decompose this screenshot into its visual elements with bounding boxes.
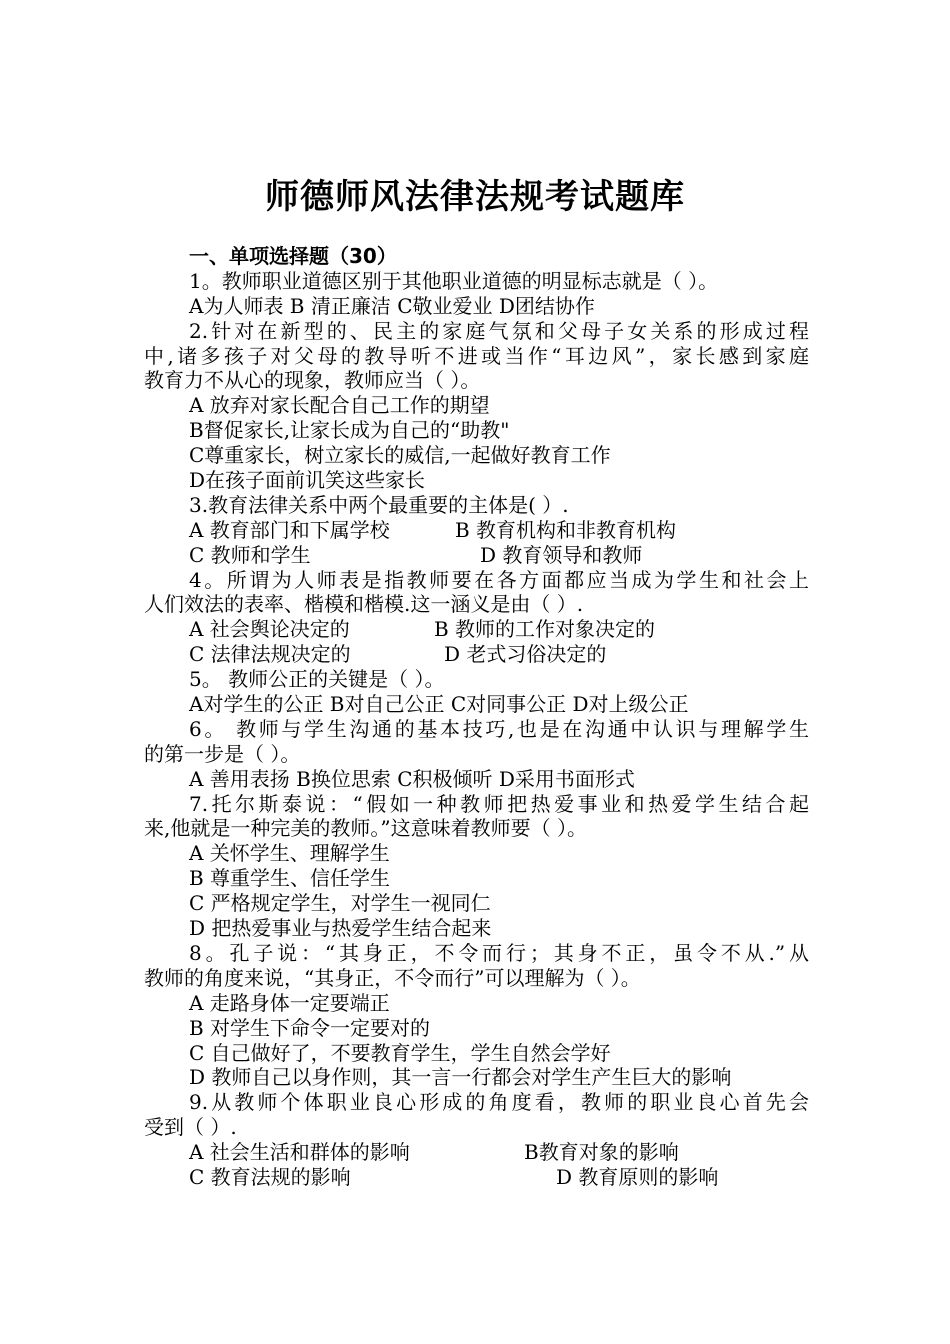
- question-option: C尊重家长，树立家长的威信,一起做好教育工作: [189, 443, 611, 468]
- question-option: D 教育领导和教师: [480, 542, 643, 567]
- question-stem: 8。孔子说：“其身正，不令而行；其身不正，虽令不从.”从: [189, 940, 809, 965]
- question-stem: 教师的角度来说，“其身正，不令而行”可以理解为（ ）。: [144, 965, 641, 990]
- question-stem: 5。 教师公正的关键是（ ）。: [189, 667, 445, 692]
- question-option: D 教师自己以身作则，其一言一行都会对学生产生巨大的影响: [189, 1065, 732, 1090]
- question-stem: 受到（ ）.: [144, 1115, 237, 1140]
- question-option: A 社会舆论决定的: [189, 617, 350, 642]
- question-option: D 教育原则的影响: [556, 1164, 719, 1189]
- question-option-row: [144, 518, 809, 543]
- question-stem: 2.针对在新型的、民主的家庭气氛和父母子女关系的形成过程: [189, 318, 809, 343]
- question-stem: 教育力不从心的现象，教师应当（ ）。: [144, 368, 481, 393]
- question-option: A为人师表 B 清正廉洁 C敬业爱业 D团结协作: [189, 293, 595, 318]
- question-option: D在孩子面前讥笑这些家长: [189, 468, 426, 493]
- question-option: B 尊重学生、信任学生: [189, 866, 391, 891]
- question-option: B 教育机构和非教育机构: [455, 517, 677, 542]
- question-option: A 善用表扬 B换位思索 C积极倾听 D采用书面形式: [189, 766, 635, 791]
- question-option: C 教育法规的影响: [189, 1164, 351, 1189]
- document-title: 师德师风法律法规考试题库: [265, 177, 685, 217]
- question-stem: 9.从教师个体职业良心形成的角度看，教师的职业良心首先会: [189, 1090, 809, 1115]
- question-option: C 严格规定学生，对学生一视同仁: [189, 891, 491, 916]
- question-stem: 3.教育法律关系中两个最重要的主体是( ）.: [189, 492, 569, 517]
- question-option: A 教育部门和下属学校: [189, 517, 390, 542]
- question-stem: 7.托尔斯泰说：“假如一种教师把热爱事业和热爱学生结合起: [189, 791, 809, 816]
- question-stem: 4。所谓为人师表是指教师要在各方面都应当成为学生和社会上: [189, 567, 809, 592]
- question-option: C 教师和学生: [189, 542, 311, 567]
- question-option-row: [144, 1165, 809, 1190]
- question-option: A对学生的公正 B对自己公正 C对同事公正 D对上级公正: [189, 692, 689, 717]
- question-stem: 1。教师职业道德区别于其他职业道德的明显标志就是（ ）。: [189, 268, 719, 293]
- document-body: [144, 244, 809, 1190]
- question-option: C 法律法规决定的: [189, 642, 351, 667]
- question-stem: 6。 教师与学生沟通的基本技巧,也是在沟通中认识与理解学生: [189, 716, 809, 741]
- question-option: B 对学生下命令一定要对的: [189, 1015, 431, 1040]
- question-option: B 教师的工作对象决定的: [434, 617, 656, 642]
- question-stem: 的第一步是（ ）。: [144, 741, 301, 766]
- question-option-row: [144, 617, 809, 642]
- question-option: B督促家长,让家长成为自己的“助教": [189, 418, 510, 443]
- question-stem: 人们效法的表率、楷模和楷模.这一涵义是由（ ）.: [144, 592, 584, 617]
- question-option: D 把热爱事业与热爱学生结合起来: [189, 916, 492, 941]
- question-option-row: [144, 1140, 809, 1165]
- question-option-row: [144, 642, 809, 667]
- question-option: A 关怀学生、理解学生: [189, 841, 390, 866]
- question-option: A 放弃对家长配合自己工作的期望: [189, 393, 490, 418]
- question-option: B教育对象的影响: [524, 1140, 679, 1165]
- section-heading: 一、单项选择题（30）: [189, 244, 397, 268]
- question-option: A 社会生活和群体的影响: [189, 1140, 410, 1165]
- question-option-row: [144, 543, 809, 568]
- question-stem: 中,诸多孩子对父母的教导听不进或当作“耳边风”，家长感到家庭: [144, 343, 809, 368]
- question-option: C 自己做好了，不要教育学生，学生自然会学好: [189, 1040, 611, 1065]
- question-stem: 来,他就是一种完美的教师。”这意味着教师要（ ）。: [144, 816, 587, 841]
- question-option: D 老式习俗决定的: [444, 642, 607, 667]
- question-option: A 走路身体一定要端正: [189, 990, 390, 1015]
